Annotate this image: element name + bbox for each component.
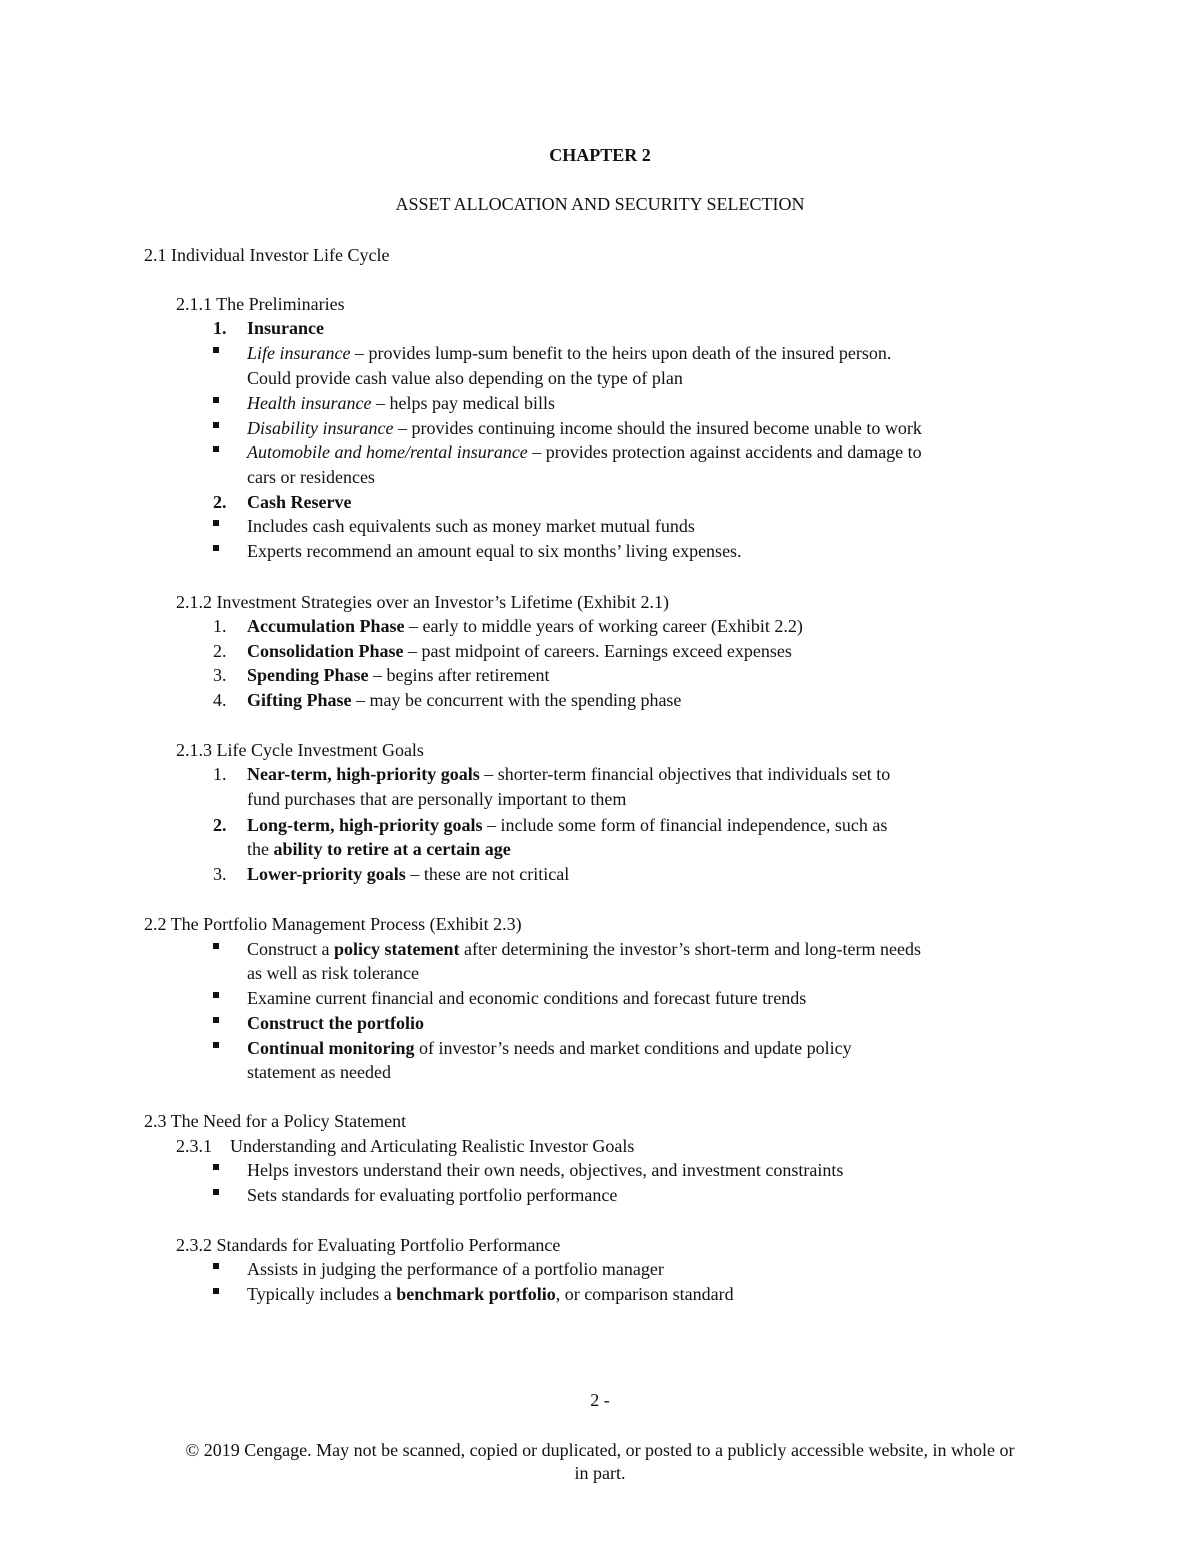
term-health-insurance: Health insurance	[247, 393, 372, 413]
benchmark-text-pre: Typically includes a	[247, 1284, 397, 1304]
list-item-assists-judging: Assists in judging the performance of a portfolio manager	[247, 1259, 664, 1279]
subsection-heading-2-1-3: 2.1.3 Life Cycle Investment Goals	[176, 740, 424, 760]
term-lower-priority-goals: Lower-priority goals	[247, 864, 406, 884]
list-item-life-insurance	[247, 341, 891, 365]
disability-insurance-text: – provides continuing income should the insured become unable to work	[393, 418, 922, 438]
chapter-title: ASSET ALLOCATION AND SECURITY SELECTION	[395, 194, 805, 214]
bullet-icon	[213, 943, 219, 949]
consolidation-phase-text: – past midpoint of careers. Earnings exceed expenses	[403, 641, 792, 661]
subsection-heading-2-1-2: 2.1.2 Investment Strategies over an Investor’s Lifetime (Exhibit 2.1)	[176, 592, 670, 612]
list-item-long-term-goals	[247, 813, 887, 837]
bullet-icon	[213, 1164, 219, 1170]
health-insurance-text: – helps pay medical bills	[371, 393, 555, 413]
list-item-near-term-goals-continued: fund purchases that are personally important to them	[247, 789, 627, 809]
subsection-heading-2-1-1: 2.1.1 The Preliminaries	[176, 294, 345, 314]
term-consolidation-phase: Consolidation Phase	[247, 641, 404, 661]
list-number: 2.	[213, 492, 227, 512]
list-item-spending-phase	[247, 663, 549, 687]
chapter-number: CHAPTER 2	[549, 145, 651, 165]
section-heading-2-1: 2.1 Individual Investor Life Cycle	[144, 245, 390, 265]
section-heading-2-2: 2.2 The Portfolio Management Process (Exhibit 2.3)	[144, 914, 522, 934]
section-heading-2-3: 2.3 The Need for a Policy Statement	[144, 1111, 407, 1131]
long-term-goals-text-pre: the	[247, 839, 274, 859]
list-number: 2.	[213, 641, 227, 661]
list-item-health-insurance	[247, 391, 555, 415]
list-item-cash-reserve-title: Cash Reserve	[247, 492, 352, 512]
list-item-benchmark-portfolio	[247, 1282, 734, 1306]
list-number: 1.	[213, 318, 227, 338]
list-item-construct-portfolio: Construct the portfolio	[247, 1013, 424, 1033]
list-item-long-term-goals-continued	[247, 837, 511, 861]
term-benchmark-portfolio: benchmark portfolio	[396, 1284, 556, 1304]
term-gifting-phase: Gifting Phase	[247, 690, 352, 710]
list-item-accumulation-phase	[247, 614, 803, 638]
list-number: 2.	[213, 815, 227, 835]
list-item-examine-conditions: Examine current financial and economic conditions and forecast future trends	[247, 988, 807, 1008]
auto-insurance-text: – provides protection against accidents and damage to	[527, 442, 922, 462]
list-number: 3.	[213, 864, 227, 884]
copyright-notice: © 2019 Cengage. May not be scanned, copied or duplicated, or posted to a publicly accessible website, in whole or	[185, 1440, 1015, 1460]
term-near-term-goals: Near-term, high-priority goals	[247, 764, 480, 784]
list-item-auto-insurance	[247, 440, 922, 464]
list-number: 1.	[213, 616, 227, 636]
bullet-icon	[213, 397, 219, 403]
list-item-policy-statement	[247, 937, 921, 961]
term-accumulation-phase: Accumulation Phase	[247, 616, 405, 636]
term-life-insurance: Life insurance	[247, 343, 351, 363]
bullet-icon	[213, 1017, 219, 1023]
page-number: 2 -	[590, 1390, 610, 1410]
list-item-near-term-goals	[247, 762, 890, 786]
list-item-policy-statement-continued: as well as risk tolerance	[247, 963, 419, 983]
list-item-gifting-phase	[247, 688, 681, 712]
bullet-icon	[213, 347, 219, 353]
term-disability-insurance: Disability insurance	[247, 418, 394, 438]
list-number: 3.	[213, 665, 227, 685]
list-item-continual-monitoring	[247, 1036, 852, 1060]
spending-phase-text: – begins after retirement	[368, 665, 550, 685]
near-term-goals-text: – shorter-term financial objectives that individuals set to	[479, 764, 891, 784]
policy-statement-text-post: after determining the investor’s short-term and long-term needs	[459, 939, 922, 959]
bullet-icon	[213, 520, 219, 526]
bullet-icon	[213, 545, 219, 551]
bullet-icon	[213, 992, 219, 998]
bullet-icon	[213, 1288, 219, 1294]
gifting-phase-text: – may be concurrent with the spending phase	[351, 690, 682, 710]
list-item-consolidation-phase	[247, 639, 792, 663]
list-number: 4.	[213, 690, 227, 710]
lower-priority-goals-text: – these are not critical	[405, 864, 570, 884]
bullet-icon	[213, 1042, 219, 1048]
policy-statement-text-pre: Construct a	[247, 939, 334, 959]
list-item-experts-recommend: Experts recommend an amount equal to six months’ living expenses.	[247, 541, 742, 561]
copyright-notice-continued: in part.	[574, 1463, 626, 1483]
list-number: 1.	[213, 764, 227, 784]
subsection-heading-2-3-1: 2.3.1 Understanding and Articulating Realistic Investor Goals	[176, 1136, 635, 1156]
term-auto-insurance: Automobile and home/rental insurance	[247, 442, 528, 462]
term-continual-monitoring: Continual monitoring	[247, 1038, 415, 1058]
list-item-sets-standards: Sets standards for evaluating portfolio performance	[247, 1185, 618, 1205]
long-term-goals-text: – include some form of financial independence, such as	[482, 815, 888, 835]
list-item-disability-insurance	[247, 416, 922, 440]
life-insurance-text: – provides lump-sum benefit to the heirs upon death of the insured person.	[350, 343, 892, 363]
term-spending-phase: Spending Phase	[247, 665, 369, 685]
list-item-cash-equivalents: Includes cash equivalents such as money market mutual funds	[247, 516, 695, 536]
list-item-helps-investors: Helps investors understand their own needs, objectives, and investment constraints	[247, 1160, 844, 1180]
bullet-icon	[213, 446, 219, 452]
list-item-life-insurance-continued: Could provide cash value also depending on the type of plan	[247, 368, 683, 388]
term-long-term-goals: Long-term, high-priority goals	[247, 815, 483, 835]
list-item-continual-monitoring-continued: statement as needed	[247, 1062, 391, 1082]
continual-monitoring-text: of investor’s needs and market conditions and update policy	[414, 1038, 852, 1058]
bullet-icon	[213, 422, 219, 428]
bullet-icon	[213, 1189, 219, 1195]
list-item-lower-priority-goals	[247, 862, 569, 886]
term-policy-statement: policy statement	[334, 939, 460, 959]
bullet-icon	[213, 1263, 219, 1269]
accumulation-phase-text: – early to middle years of working career (Exhibit 2.2)	[404, 616, 803, 636]
list-item-auto-insurance-continued: cars or residences	[247, 467, 375, 487]
term-ability-to-retire: ability to retire at a certain age	[273, 839, 511, 859]
benchmark-text-post: , or comparison standard	[555, 1284, 734, 1304]
list-item-insurance-title: Insurance	[247, 318, 325, 338]
subsection-heading-2-3-2: 2.3.2 Standards for Evaluating Portfolio Performance	[176, 1235, 561, 1255]
